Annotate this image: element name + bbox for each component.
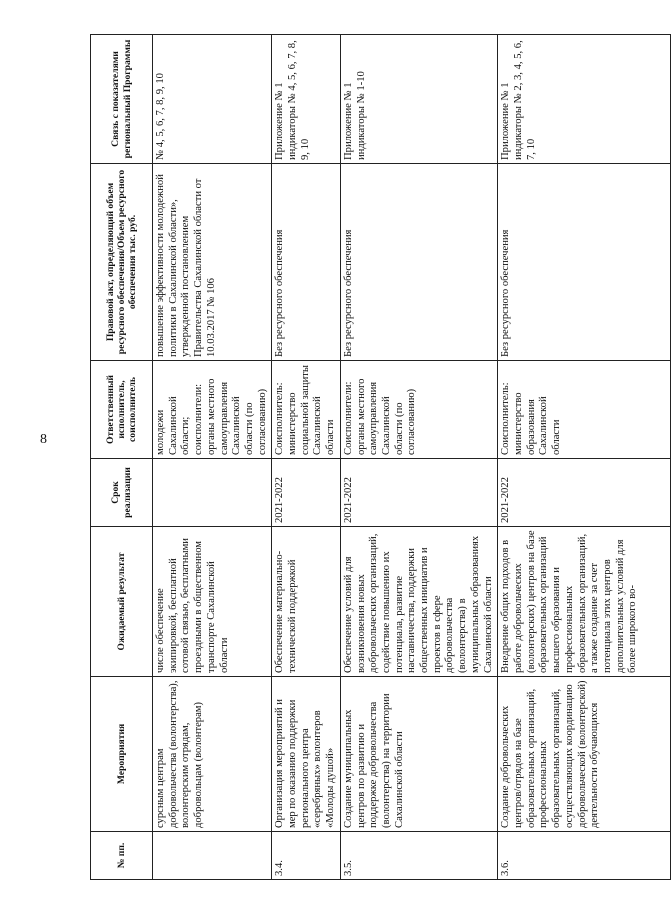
cell-num [153,832,272,880]
activities-table [90,34,671,880]
table-row [153,35,272,880]
header-responsible: Ответственный исполнитель, соисполнитель [91,361,153,459]
cell-term: 2021-2022 [272,459,341,527]
cell-link: Приложение № 1 индикаторы № 2, 3, 4, 5, 6, 7, 10 [498,35,671,164]
header-link: Связь с показателями региональный Программы [91,35,153,164]
cell-link: Приложение № 1 индикаторы № 4, 5, 6, 7, 8, 9, 10 [272,35,341,164]
cell-legal: Без ресурсного обеспечения [340,164,497,361]
cell-responsible: Соисполнитель: министерство образования Сахалинской области [498,361,671,459]
table-row [272,35,341,880]
cell-num: 3.6. [498,832,671,880]
cell-legal: повышение эффективности молодежной политики в Сахалинской области», утвержденной постановлением Правительства Сахалинской области от 10.03.2017 № 106 [153,164,272,361]
cell-responsible: молодежи Сахалинской области; соисполнители: органы местного самоуправления Сахалинской области (по согласованию) [153,361,272,459]
cell-responsible: Соисполнитель: министерство социальной защиты Сахалинской области [272,361,341,459]
cell-result: числе обеспечение экипировкой, бесплатной сотовой связью, бесплатными проездными в общественном транспорте Сахалинской области [153,527,272,677]
cell-result: Обеспечение материально-технической поддержкой [272,527,341,677]
cell-num: 3.5. [340,832,497,880]
page-number: 8 [40,432,47,447]
cell-result: Обеспечение условий для возникновения новых добровольческих организаций, содействие повышению их потенциала, развитие наставничества, поддержки общественных инициатив и проектов в сфере добровольчества (волонтерства) в муниципальных образованиях Сахалинской области [340,527,497,677]
cell-term: 2021-2022 [340,459,497,527]
cell-num: 3.4. [272,832,341,880]
cell-activity: сурсным центрам добровольчества (волонтерства), волонтерским отрядам, добровольцам (волонтерам) [153,677,272,832]
cell-activity: Создание добровольческих центров/отрядов на базе образовательных организаций, профессиональных образовательных организаций, осуществляющих координацию добровольческой (волонтерской) деятельности обучающихся [498,677,671,832]
table-row [498,35,671,880]
cell-term [153,459,272,527]
header-term: Срок реализации [91,459,153,527]
header-result: Ожидаемый результат [91,527,153,677]
cell-responsible: Соисполнители: органы местного самоуправления Сахалинской области (по согласованию) [340,361,497,459]
cell-activity: Организация мероприятий и мер по оказанию поддержки регионального центра «серебряных» волонтеров «Молоды душой» [272,677,341,832]
cell-link: № 4, 5, 6, 7, 8, 9, 10 [153,35,272,164]
table-row [340,35,497,880]
rotated-table-wrapper [90,35,639,880]
cell-legal: Без ресурсного обеспечения [498,164,671,361]
header-legal: Правовой акт, определяющий объем ресурсного обеспечения/Объем ресурсного обеспечения тыс. руб. [91,164,153,361]
cell-result: Внедрение общих подходов в работе добровольческих (волонтерских) центров на базе образовательных организаций высшего образования и профессиональных образовательных организаций, а также создание за счет потенциала этих центров дополнительных условий для более широкого во- [498,527,671,677]
cell-legal: Без ресурсного обеспечения [272,164,341,361]
cell-link: Приложение № 1 индикаторы № 1-10 [340,35,497,164]
header-num: № пп. [91,832,153,880]
header-activity: Мероприятия [91,677,153,832]
cell-activity: Создание муниципальных центров по развитию и поддержке добровольчества (волонтерства) на территории Сахалинской области [340,677,497,832]
table-header-row [91,35,153,880]
cell-term: 2021-2022 [498,459,671,527]
